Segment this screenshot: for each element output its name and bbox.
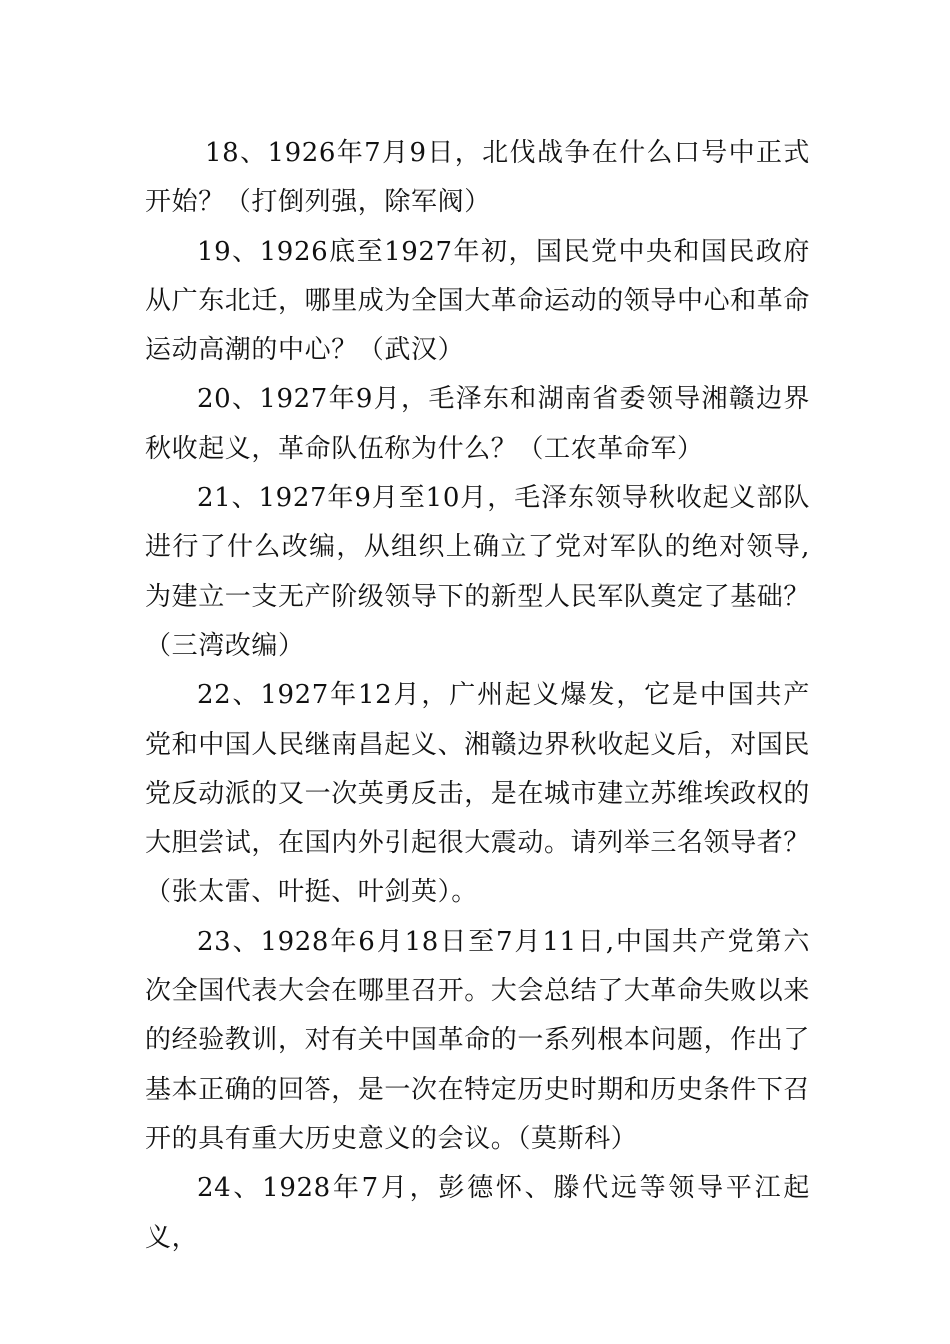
- question-18: 18、1926年7月9日，北伐战争在什么口号中正式开始？（打倒列强，除军阀）: [145, 138, 810, 218]
- document-body: [145, 129, 810, 1263]
- question-21: 21、1927年9月至10月，毛泽东领导秋收起义部队进行了什么改编，从组织上确立了党对军队的绝对领导,为建立一支无产阶级领导下的新型人民军队奠定了基础？（三湾改编）: [145, 483, 811, 661]
- question-23: 23、1928年6月18日至7月11日,中国共产党第六次全国代表大会在哪里召开。大会总结了大革命失败以来的经验教训，对有关中国革命的一系列根本问题，作出了基本正确的回答，是一次在特定历史时期和历史条件下召开的具有重大历史意义的会议。（莫斯科）: [145, 926, 811, 1154]
- question-22: 22、1927年12月，广州起义爆发，它是中国共产党和中国人民继南昌起义、湘赣边界秋收起义后，对国民党反动派的又一次英勇反击，是在城市建立苏维埃政权的大胆尝试，在国内外引起很大震动。请列举三名领导者？（张太雷、叶挺、叶剑英）。: [145, 680, 811, 908]
- question-24: 24、1928年7月，彭德怀、滕代远等领导平江起义，: [145, 1173, 810, 1253]
- question-20: 20、1927年9月，毛泽东和湖南省委领导湘赣边界秋收起义，革命队伍称为什么？（工农革命军）: [145, 384, 810, 464]
- question-19: 19、1926底至1927年初，国民党中央和国民政府从广东北迁，哪里成为全国大革命运动的领导中心和革命运动高潮的中心？（武汉）: [145, 236, 811, 366]
